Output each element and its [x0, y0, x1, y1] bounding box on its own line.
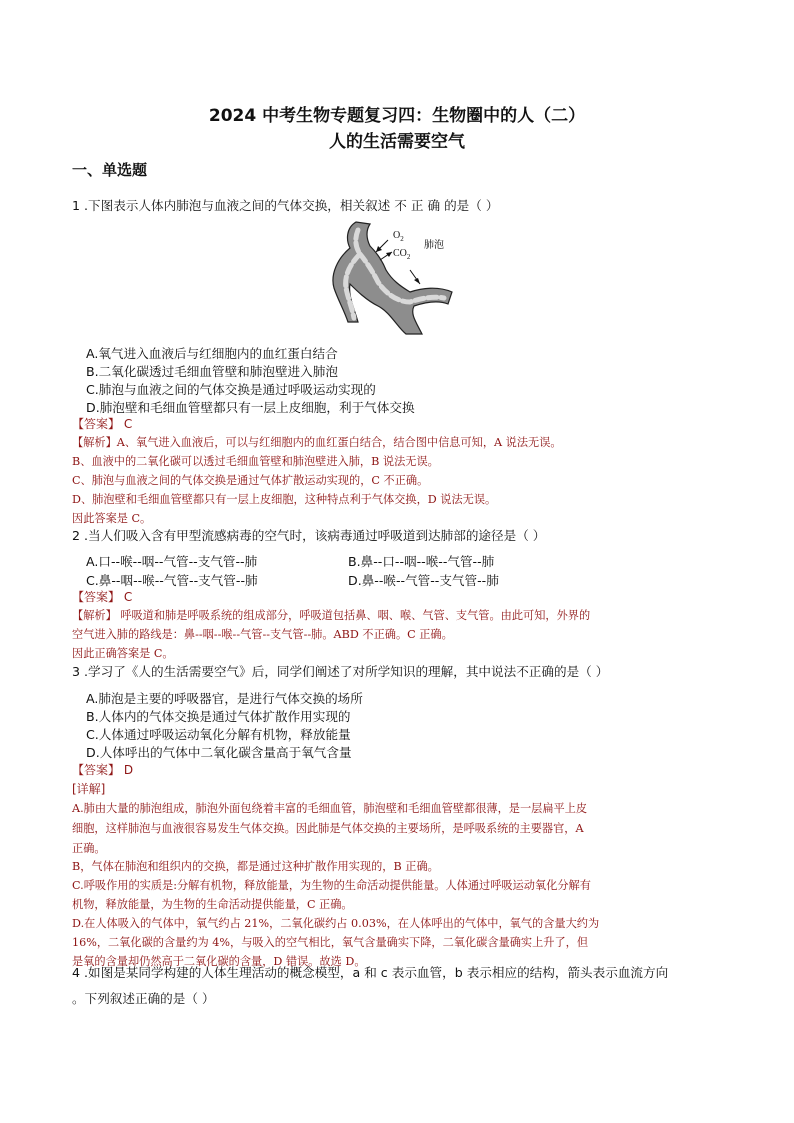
question-3-option-a: A.肺泡是主要的呼吸器官，是进行气体交换的场所 [86, 691, 363, 706]
question-1-option-b: B.二氧化碳透过毛细血管壁和肺泡壁进入肺泡 [86, 364, 338, 379]
question-2-option-d: D.鼻--喉--气管--支气管--肺 [348, 573, 499, 588]
question-1-stem: 1 .下图表示人体内肺泡与血液之间的气体交换，相关叙述 不 正 确 的是（ ） [72, 198, 499, 213]
question-3-option-b: B.人体内的气体交换是通过气体扩散作用实现的 [86, 709, 351, 724]
question-3-option-c: C.人体通过呼吸运动氧化分解有机物，释放能量 [86, 727, 351, 742]
question-1-answer: 【答案】 C [72, 417, 133, 431]
question-3-analysis-line: 16%，二氧化碳的含量约为 4%，与吸入的空气相比，氧气含量确实下降，二氧化碳含量确实上升了，但 [72, 936, 589, 949]
question-2-option-c: C.鼻--咽--喉--气管--支气管--肺 [86, 573, 258, 588]
question-2-analysis-line: 因此正确答案是 C。 [72, 647, 174, 660]
question-3-analysis-line: 细胞，这样肺泡与血液很容易发生气体交换。因此肺是气体交换的主要场所，是呼吸系统的主要器官，A [72, 822, 584, 835]
o2-label: $O_2$ [393, 230, 404, 243]
question-2-option-b: B.鼻--口--咽--喉--气管--肺 [348, 554, 495, 569]
question-4-stem-line: 4 .如图是某同学构建的人体生理活动的概念模型，a 和 c 表示血管，b 表示相应的结构，箭头表示血流方向 [72, 965, 669, 980]
question-2-analysis-line: 空气进入肺的路线是：鼻--咽--喉--气管--支气管--肺。ABD 不正确。C 正确。 [72, 628, 453, 641]
question-1-analysis-line: C、肺泡与血液之间的气体交换是通过气体扩散运动实现的，C 不正确。 [72, 474, 429, 487]
question-1-option-d: D.肺泡壁和毛细血管壁都只有一层上皮细胞，利于气体交换 [86, 400, 415, 415]
question-1-analysis-line: 【解析】A、氧气进入血液后，可以与红细胞内的血红蛋白结合，结合图中信息可知，A 说法无误。 [72, 436, 562, 449]
question-1-option-c: C.肺泡与血液之间的气体交换是通过呼吸运动实现的 [86, 382, 376, 397]
question-3-analysis-line: 正确。 [72, 842, 106, 855]
question-1-analysis-line: 因此答案是 C。 [72, 512, 152, 525]
question-3-option-d: D.人体呼出的气体中二氧化碳含量高于氧气含量 [86, 745, 352, 760]
alveoli-label: 肺泡 [424, 240, 444, 251]
page-subtitle: 人的生活需要空气 [329, 132, 465, 152]
question-3-analysis-line: 机物，释放能量，为生物的生命活动提供能量，C 正确。 [72, 898, 353, 911]
question-3-analysis-line: 是氧的含量却仍然高于二氧化碳的含量，D 错误。故选 D。 [72, 955, 366, 968]
question-1-option-a: A.氧气进入血液后与红细胞内的血红蛋白结合 [86, 346, 338, 361]
question-3-stem: 3 .学习了《人的生活需要空气》后，同学们阐述了对所学知识的理解，其中说法不正确的是（ ） [72, 664, 609, 679]
question-3-analysis-line: A.肺由大量的肺泡组成，肺泡外面包绕着丰富的毛细血管，肺泡壁和毛细血管壁都很薄，是一层扁平上皮 [72, 802, 588, 815]
co2-arrowhead [386, 252, 392, 257]
question-3-detail-label: [详解] [72, 782, 106, 796]
question-1-analysis-line: B、血液中的二氧化碳可以透过毛细血管壁和肺泡壁进入肺，B 说法无误。 [72, 455, 439, 468]
question-2-answer: 【答案】 C [72, 590, 133, 604]
page-title: 2024 中考生物专题复习四：生物圈中的人（二） [208, 106, 586, 126]
question-2-stem: 2 .当人们吸入含有甲型流感病毒的空气时，该病毒通过呼吸道到达肺部的途径是（ ） [72, 528, 546, 543]
alveoli-diagram [326, 218, 464, 338]
flow-arrowhead [414, 278, 420, 284]
question-3-analysis-line: B，气体在肺泡和组织内的交换，都是通过这种扩散作用实现的，B 正确。 [72, 860, 439, 873]
co2-label: $CO_2$ [393, 248, 411, 261]
question-2-analysis-line: 【解析】 呼吸道和肺是呼吸系统的组成部分，呼吸道包括鼻、咽、喉、气管、支气管。由此可知，外界的 [72, 609, 591, 622]
question-3-answer: 【答案】 D [72, 763, 134, 777]
question-2-option-a: A.口--喉--咽--气管--支气管--肺 [86, 554, 258, 569]
question-3-analysis-line: D.在人体吸入的气体中，氧气约占 21%，二氧化碳约占 0.03%，在人体呼出的气体中，氧气的含量大约为 [72, 917, 600, 930]
section-heading: 一、单选题 [72, 161, 148, 179]
question-4-stem-line: 。下列叙述正确的是（ ） [72, 991, 215, 1006]
question-1-analysis-line: D、肺泡壁和毛细血管壁都只有一层上皮细胞，这种特点利于气体交换，D 说法无误。 [72, 493, 497, 506]
question-3-analysis-line: C.呼吸作用的实质是:分解有机物，释放能量，为生物的生命活动提供能量。人体通过呼吸运动氧化分解有 [72, 879, 591, 892]
alveoli-gas-exchange-figure [326, 218, 464, 338]
